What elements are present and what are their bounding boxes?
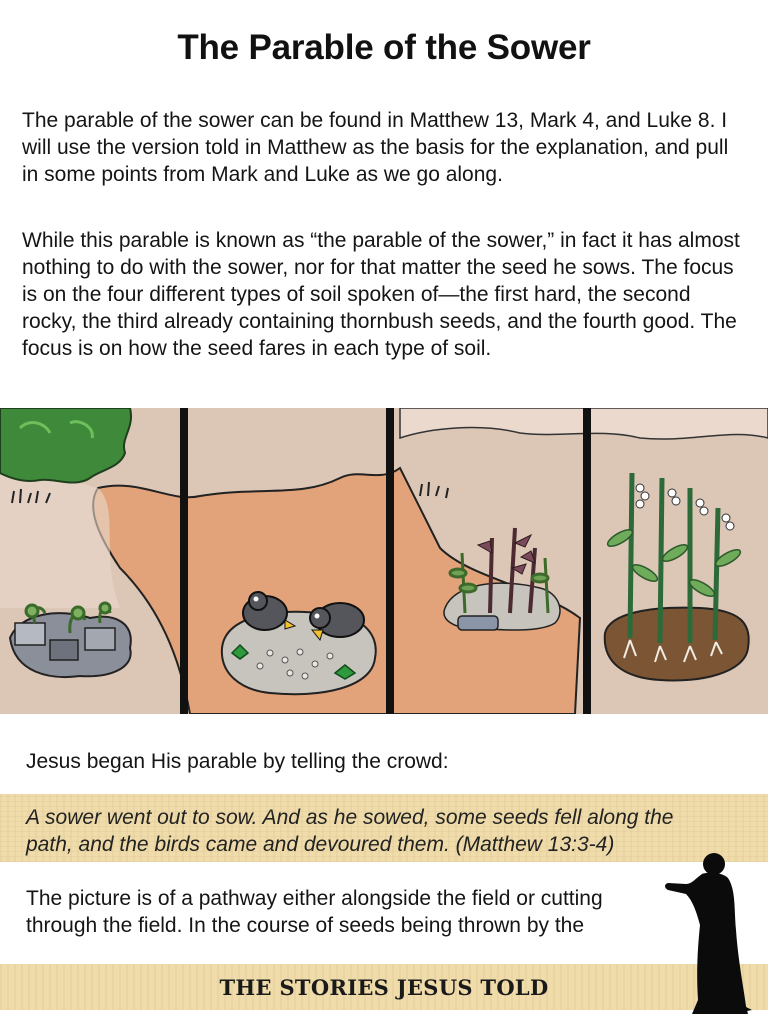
- explanation-paragraph: The picture is of a pathway either alongside the field or cutting through the field. In the course of seeds being thrown by the: [26, 887, 603, 937]
- series-title: THE STORIES JESUS TOLD: [219, 975, 549, 1000]
- jesus-silhouette-icon: [662, 850, 762, 1014]
- four-soils-illustration: [0, 408, 768, 714]
- intro-line: Jesus began His parable by telling the crowd:: [26, 750, 449, 773]
- footer-banner: [0, 964, 768, 1010]
- focus-paragraph: While this parable is known as “the parable of the sower,” in fact it has almost nothing to do with the sower, nor for that matter the seed he sows. The focus is on the four different types of soil spoken of—the first hard, the second rocky, the third already containing thornbush seeds, and the fourth good. The focus is on how the seed fares in each type of soil.: [22, 229, 740, 360]
- scripture-quote: A sower went out to sow. And as he sowed, some seeds fell along the path, and the birds came and devoured them. (Matthew 13:3-4): [26, 806, 674, 856]
- page-title: The Parable of the Sower: [177, 28, 591, 67]
- scripture-banner: [0, 794, 768, 862]
- intro-paragraph: The parable of the sower can be found in Matthew 13, Mark 4, and Luke 8. I will use the version told in Matthew as the basis for the explanation, and pull in some points from Mark and Luke as we go along.: [22, 109, 729, 186]
